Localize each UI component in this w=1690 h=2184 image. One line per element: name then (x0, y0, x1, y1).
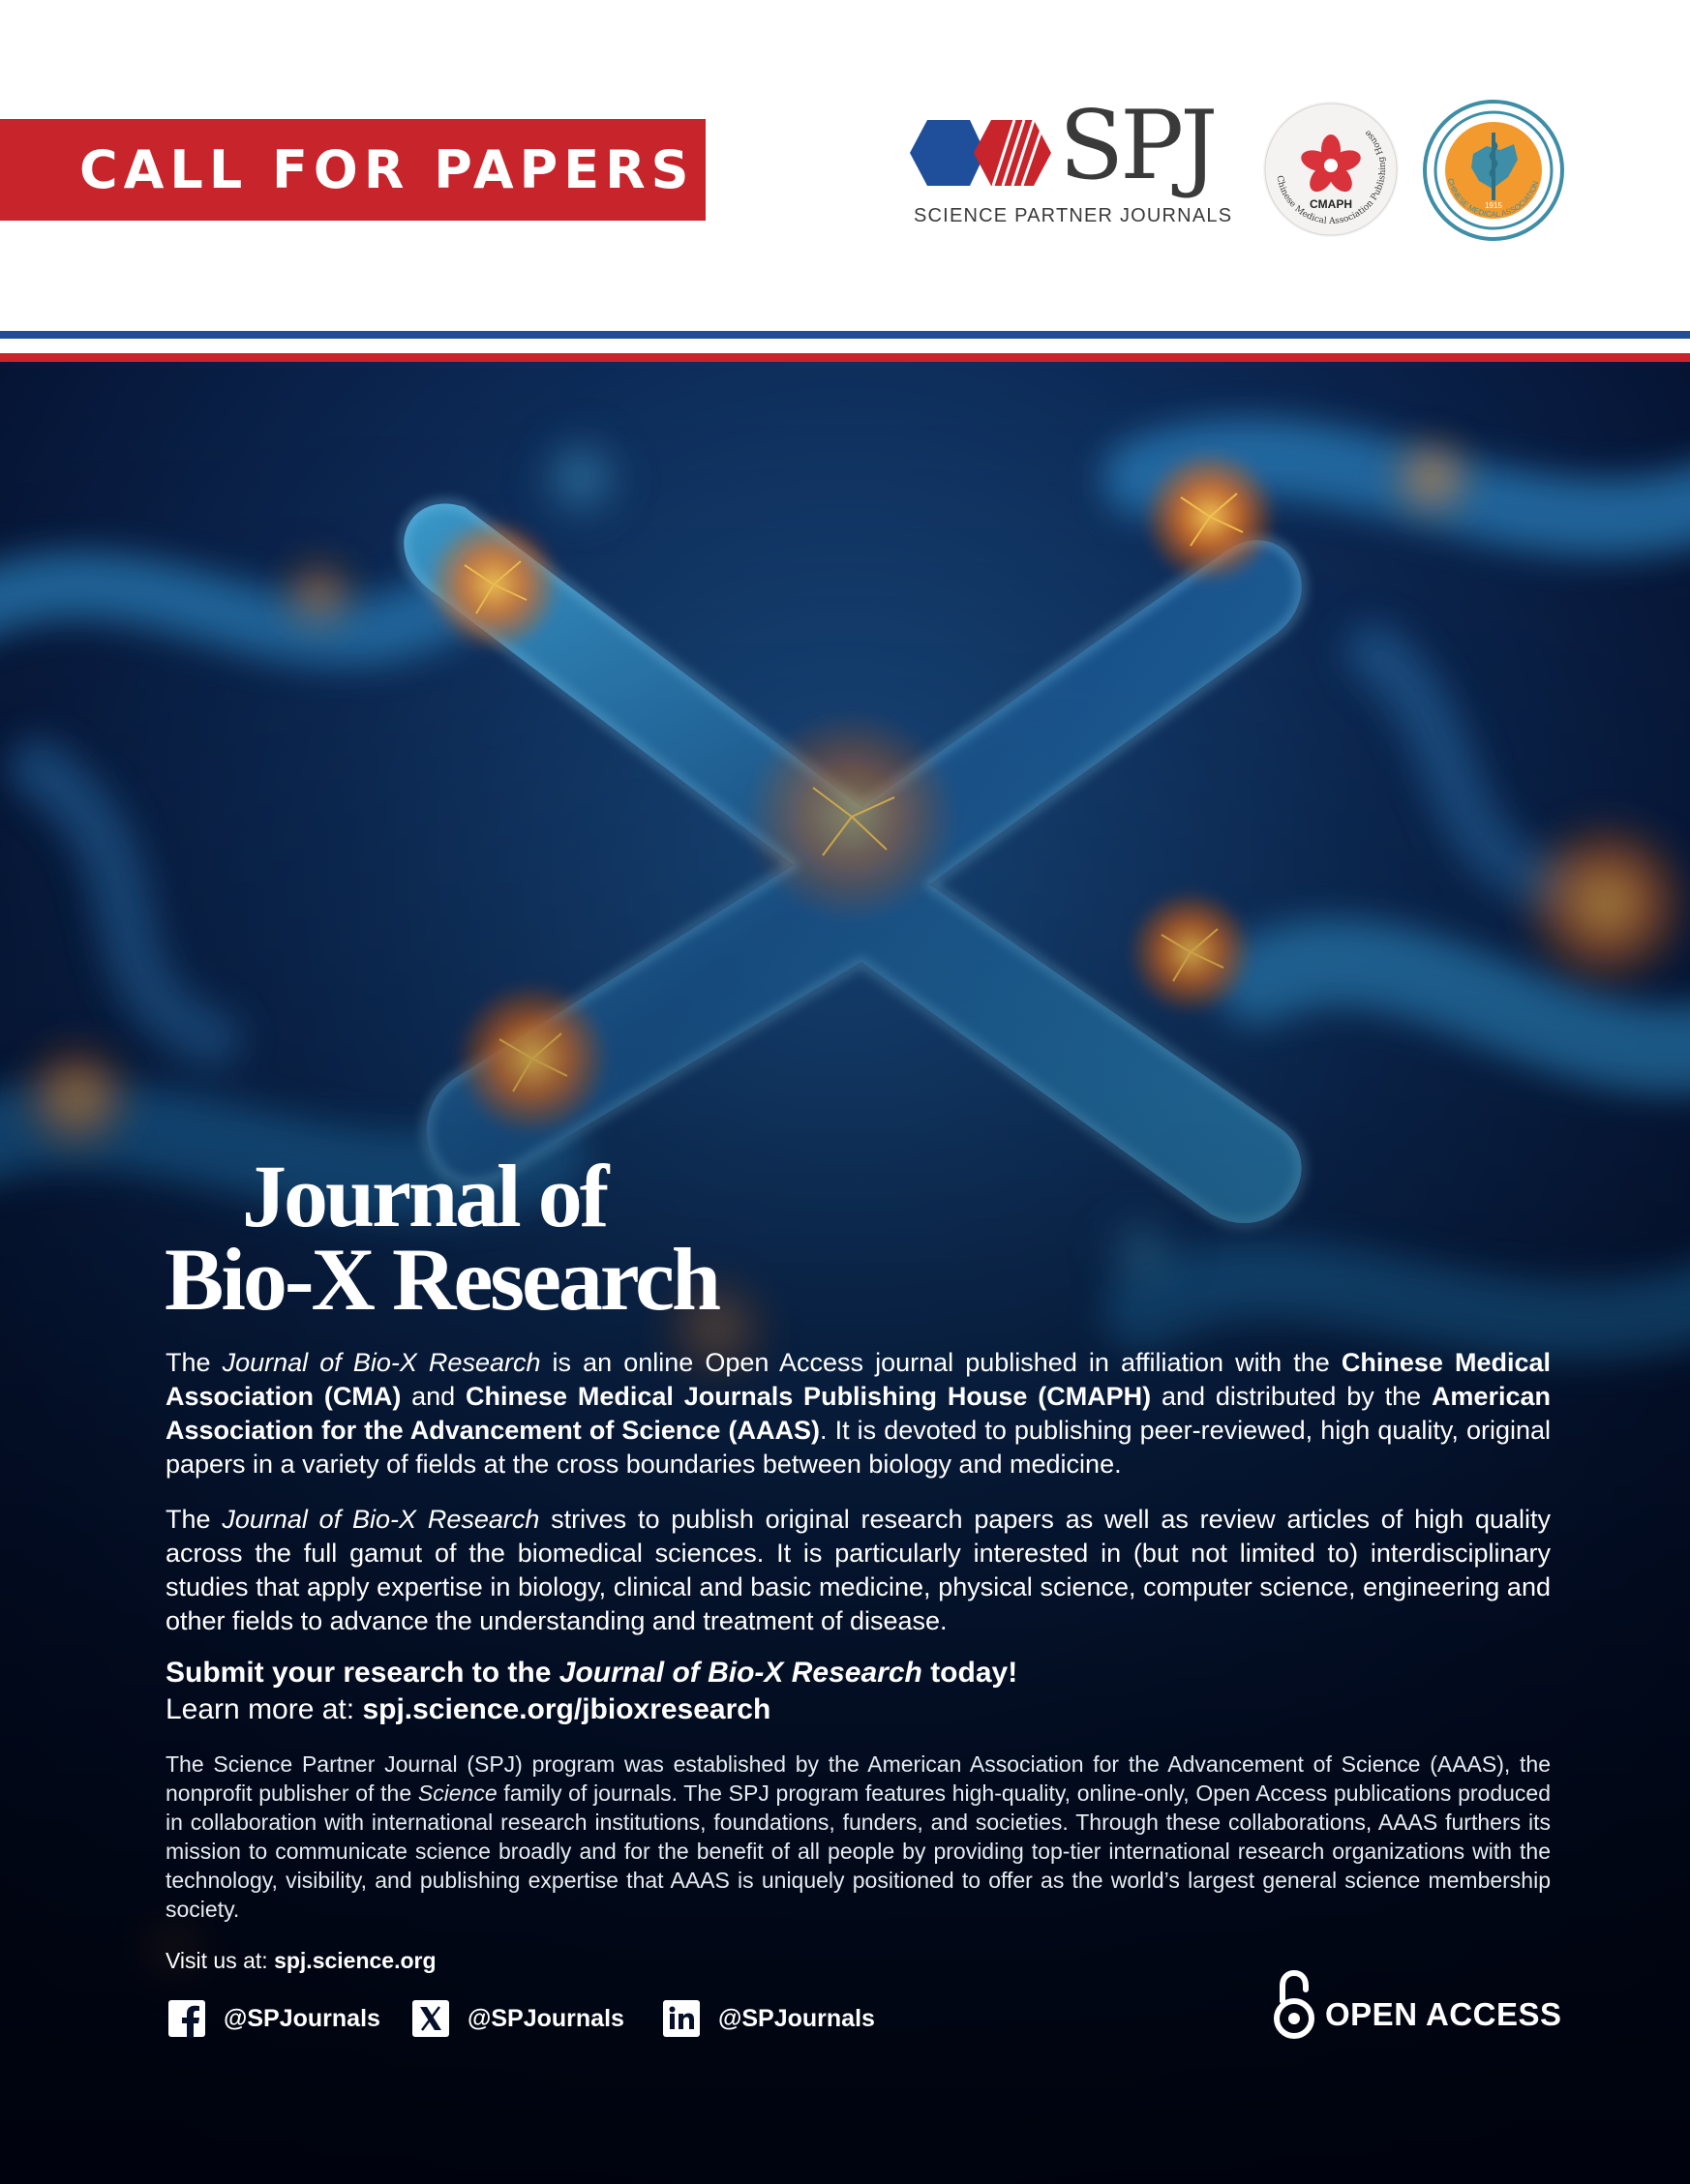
p1-text-2: is an online Open Access journal published in affiliation with the (540, 1348, 1342, 1377)
facebook-icon (167, 1999, 206, 2038)
p1-cma: Chinese Medical Association (CMA) (166, 1348, 1552, 1411)
spj-program-paragraph (166, 1750, 1551, 1924)
scope-paragraph (166, 1503, 1551, 1638)
facebook-link[interactable] (167, 1999, 380, 2038)
spj-logo[interactable] (910, 91, 1233, 230)
open-access-lock-icon (1273, 1970, 1315, 2042)
submit-text-2: today! (921, 1657, 1018, 1689)
about-text-2: family of journals. The SPJ program features high-quality, online-only, Open Access publications produced in collaboration with international research institutions, foundations, funders, and societies. Through these collaborations, AAAS furthers its mission to communicate science broadly and for the benefit of all people by providing top-tier international research organizations with the technology, visibility, and publishing expertise that AAAS is uniquely positioned to offer as the world’s largest general science membership society. (166, 1780, 1552, 1922)
journal-title-line1: Journal of (242, 1147, 607, 1245)
spj-hexagon-mark-icon (910, 114, 1065, 192)
p1-text-3: and (401, 1382, 467, 1411)
journal-title (165, 1147, 719, 1329)
cmaph-seal-icon (1261, 100, 1401, 239)
submit-text-1: Submit your research to the (166, 1657, 559, 1689)
intro-paragraph (166, 1346, 1551, 1481)
journal-url-link[interactable]: spj.science.org/jbioxresearch (362, 1693, 771, 1725)
journal-title-line2: Bio-X Research (165, 1230, 719, 1329)
facebook-handle: @SPJournals (224, 2004, 380, 2032)
open-access-badge (1273, 1970, 1562, 2042)
cmaph-seal-logo (1261, 100, 1401, 239)
p1-aaas: American Association for the Advancement of Science (AAAS) (166, 1382, 1551, 1445)
p1-journal-name: Journal of Bio-X Research (222, 1348, 541, 1377)
p1-text-4: and distributed by the (1151, 1382, 1432, 1411)
cma-year: 1915 (1485, 201, 1502, 210)
cma-seal-icon (1423, 100, 1564, 241)
linkedin-icon (662, 1999, 701, 2038)
submit-journal-name: Journal of Bio-X Research (558, 1657, 922, 1689)
p2-text-1: The (166, 1505, 223, 1534)
about-text-1: The Science Partner Journal (SPJ) program was established by the American Association for the Advancement of Science (AAAS), the nonprofit publisher of the (166, 1751, 1551, 1806)
cmaph-ring-text: Chinese Medical Association Publishing House (1274, 128, 1389, 227)
x-handle: @SPJournals (468, 2004, 624, 2032)
linkedin-link[interactable] (662, 1999, 875, 2038)
call-for-papers-title: CALL FOR PAPERS (79, 139, 695, 200)
p1-text-1: The (166, 1348, 223, 1377)
open-access-label: OPEN ACCESS (1325, 1996, 1562, 2032)
spj-site-link[interactable]: spj.science.org (274, 1948, 437, 1973)
call-for-papers-banner (0, 119, 706, 221)
spj-subtitle: SCIENCE PARTNER JOURNALS (914, 205, 1233, 226)
divider-red-stripe (0, 353, 1690, 362)
cma-ring-text: CHINESE MEDICAL ASSOCIATION (1445, 177, 1541, 220)
submit-callout (166, 1655, 1017, 1728)
p2-text-2: strives to publish original research papers as well as review articles of high quality across the full gamut of the biomedical sciences. It is particularly interested in (but not limited to) interdisciplinary studies that apply expertise in biology, clinical and basic medicine, physical science, computer science, engineering and other fields to advance the understanding and treatment of disease. (166, 1505, 1551, 1635)
spj-wordmark: SPJ (1059, 91, 1215, 201)
visit-line (166, 1948, 437, 1974)
learn-more-label: Learn more at: (166, 1693, 363, 1725)
cma-seal-logo (1423, 100, 1564, 241)
cmaph-label: CMAPH (1310, 197, 1352, 211)
visit-label: Visit us at: (166, 1948, 275, 1973)
p1-text-5: . It is devoted to publishing peer-reviewed, high quality, original papers in a variety of fields at the cross boundaries between biology and medicine. (166, 1416, 1551, 1479)
p1-cmaph: Chinese Medical Journals Publishing House (CMAPH) (466, 1382, 1152, 1411)
x-icon (411, 1999, 450, 2038)
divider-blue-stripe (0, 331, 1690, 339)
submit-line (166, 1655, 1017, 1691)
linkedin-handle: @SPJournals (718, 2004, 875, 2032)
p2-journal-name: Journal of Bio-X Research (222, 1505, 540, 1534)
x-link[interactable] (411, 1999, 624, 2038)
learn-more-line (166, 1691, 1017, 1728)
about-science: Science (417, 1780, 498, 1806)
